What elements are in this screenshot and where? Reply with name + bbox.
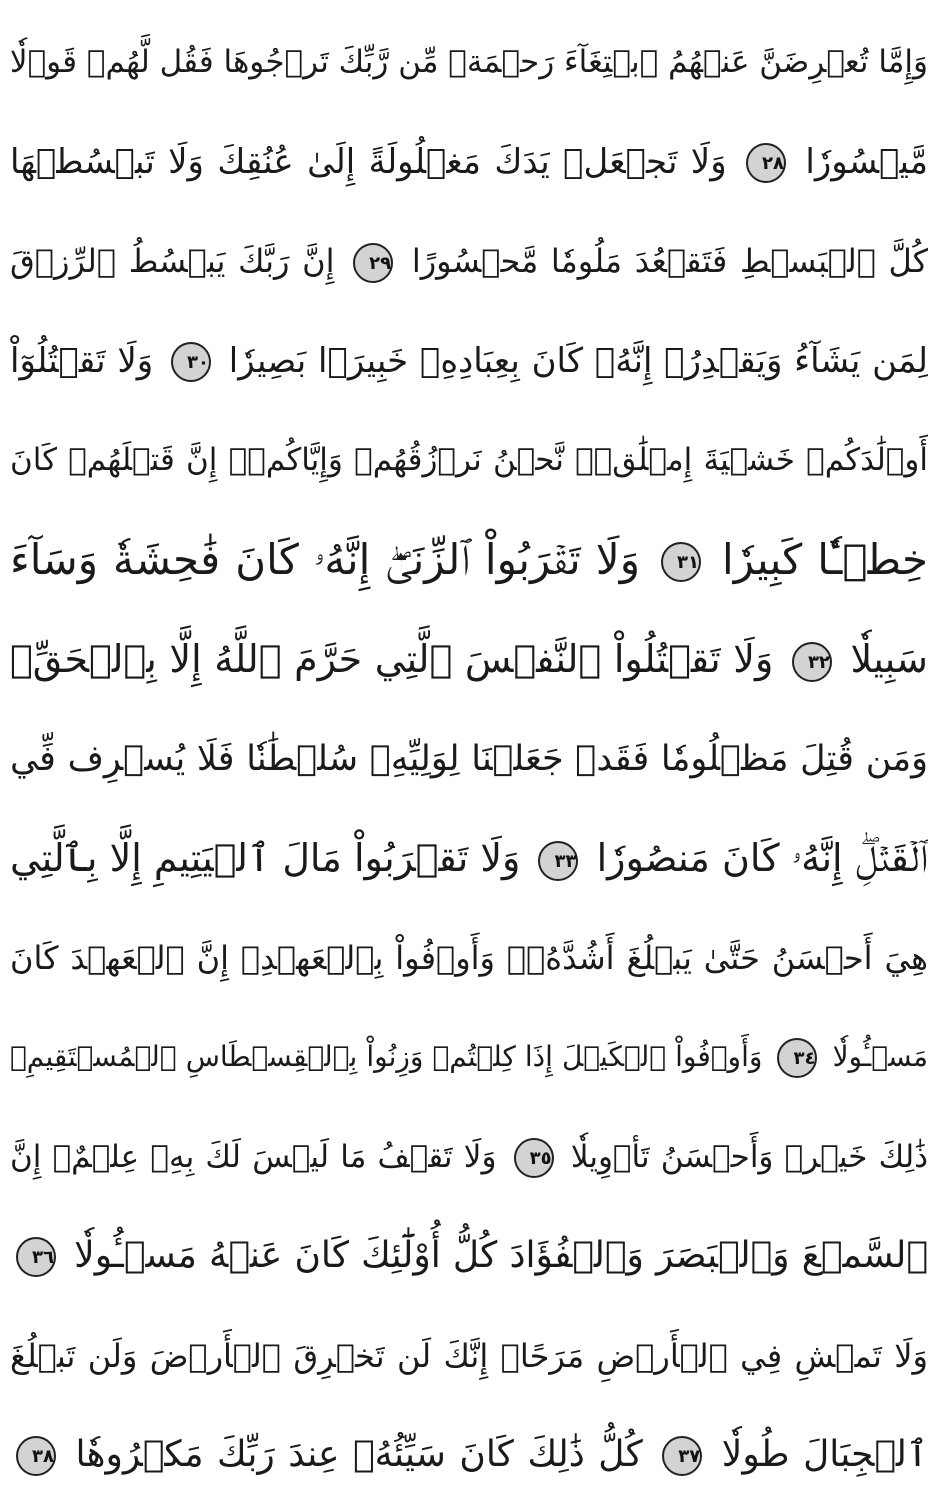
verse-line — [10, 510, 928, 610]
verse-line — [10, 908, 928, 1008]
verse-text: ٱلۡقَتۡلِۖ إِنَّهُۥ كَانَ مَنصُورٗا — [596, 836, 928, 880]
verse-text: أَوۡلَٰدَكُمۡ خَشۡيَةَ إِمۡلَٰقٖۖ نَّحۡنُ نَرۡزُقُهُمۡ وَإِيَّاكُمۡۚ إِنَّ قَتۡلَهُمۡ كَانَ — [10, 442, 928, 478]
verse-text: إِنَّ رَبَّكَ يَبۡسُطُ ٱلرِّزۡقَ — [10, 242, 335, 280]
verse-line — [10, 1107, 928, 1207]
verse-text: ٱلسَّمۡعَ وَٱلۡبَصَرَ وَٱلۡفُؤَادَ كُلُّ أُوْلَٰٓئِكَ كَانَ عَنۡهُ مَسۡـُٔولٗا — [74, 1235, 928, 1276]
verse-text: ٱلۡجِبَالَ طُولٗا — [721, 1434, 928, 1475]
ayah-number-marker: ٣٥ — [514, 1138, 554, 1178]
verse-text: وَإِمَّا تُعۡرِضَنَّ عَنۡهُمُ ٱبۡتِغَآءَ رَحۡمَةٖ مِّن رَّبِّكَ تَرۡجُوهَا فَقُل لَّهُمۡ قَوۡلٗا — [10, 44, 928, 80]
ayah-number-marker: ٣٨ — [16, 1436, 56, 1476]
ayah-number-marker: ٣٧ — [662, 1436, 702, 1476]
verse-line — [10, 1405, 928, 1505]
verse-text: لِمَن يَشَآءُ وَيَقۡدِرُۚ إِنَّهُۥ كَانَ بِعِبَادِهِۦ خَبِيرَۢا بَصِيرٗا — [228, 340, 928, 381]
verse-text: هِيَ أَحۡسَنُ حَتَّىٰ يَبۡلُغَ أَشُدَّهُۥۚ وَأَوۡفُواْ بِٱلۡعَهۡدِۖ إِنَّ ٱلۡعَهۡدَ كَانَ — [10, 938, 928, 977]
verse-line — [10, 410, 928, 510]
ayah-number-marker: ٣٤ — [777, 1038, 817, 1078]
verse-line — [10, 1306, 928, 1406]
verse-text: وَلَا تَقۡتُلُوٓاْ — [10, 340, 154, 381]
verse-text: وَلَا تَجۡعَلۡ يَدَكَ مَغۡلُولَةً إِلَىٰ عُنُقِكَ وَلَا تَبۡسُطۡهَا — [10, 141, 727, 182]
verse-line — [10, 311, 928, 411]
ayah-number-marker: ٣٢ — [792, 642, 832, 682]
verse-text: كُلُّ ذَٰلِكَ كَانَ سَيِّئُهُۥ عِندَ رَبِّكَ مَكۡرُوهٗا — [75, 1434, 643, 1475]
verse-text: وَلَا تَقۡفُ مَا لَيۡسَ لَكَ بِهِۦ عِلۡمٌۚ إِنَّ — [10, 1138, 497, 1175]
verse-line — [10, 112, 928, 212]
verse-text: خِطۡـٔٗا كَبِيرٗا — [722, 534, 928, 584]
verse-text: وَأَوۡفُواْ ٱلۡكَيۡلَ إِذَا كِلۡتُمۡ وَزِنُواْ بِٱلۡقِسۡطَاسِ ٱلۡمُسۡتَقِيمِۚ — [10, 1040, 763, 1073]
verse-text: وَلَا تَقۡتُلُواْ ٱلنَّفۡسَ ٱلَّتِي حَرَّمَ ٱللَّهُ إِلَّا بِٱلۡحَقِّۗ — [10, 637, 774, 681]
verse-text: وَمَن قُتِلَ مَظۡلُومٗا فَقَدۡ جَعَلۡنَا لِوَلِيِّهِۦ سُلۡطَٰنٗا فَلَا يُسۡرِف فِّي — [10, 738, 928, 779]
verse-text: وَلَا تَمۡشِ فِي ٱلۡأَرۡضِ مَرَحًاۖ إِنَّكَ لَن تَخۡرِقَ ٱلۡأَرۡضَ وَلَن تَبۡلُغَ — [10, 1336, 928, 1375]
ayah-number-marker: ٣٣ — [538, 841, 578, 881]
ayah-number-marker: ٣١ — [661, 542, 701, 582]
verse-text: مَّيۡسُورٗا — [805, 141, 928, 182]
verse-line — [10, 1007, 928, 1107]
ayah-number-marker: ٣٦ — [16, 1237, 56, 1277]
verse-line — [10, 211, 928, 311]
verse-line — [10, 808, 928, 908]
ayah-number-marker: ٢٨ — [746, 143, 786, 183]
verse-line — [10, 709, 928, 809]
verse-text: كُلَّ ٱلۡبَسۡطِ فَتَقۡعُدَ مَلُومٗا مَّحۡسُورًا — [411, 242, 928, 280]
verse-text: سَبِيلٗا — [850, 637, 928, 681]
verse-text: ذَٰلِكَ خَيۡرٞ وَأَحۡسَنُ تَأۡوِيلٗا — [570, 1138, 928, 1175]
verse-text: وَلَا تَقۡرَبُواْ مَالَ ٱلۡيَتِيمِ إِلَّا بِٱلَّتِي — [10, 836, 521, 880]
ayah-number-marker: ٣٠ — [171, 342, 211, 382]
verse-text: وَلَا تَقۡرَبُواْ ٱلزِّنَىٰٓۖ إِنَّهُۥ كَانَ فَٰحِشَةٗ وَسَآءَ — [10, 534, 640, 584]
verse-line — [10, 12, 928, 112]
ayah-number-marker: ٢٩ — [353, 243, 393, 283]
verse-line — [10, 1206, 928, 1306]
verse-text: مَسۡـُٔولٗا — [832, 1040, 928, 1073]
verse-line — [10, 609, 928, 709]
